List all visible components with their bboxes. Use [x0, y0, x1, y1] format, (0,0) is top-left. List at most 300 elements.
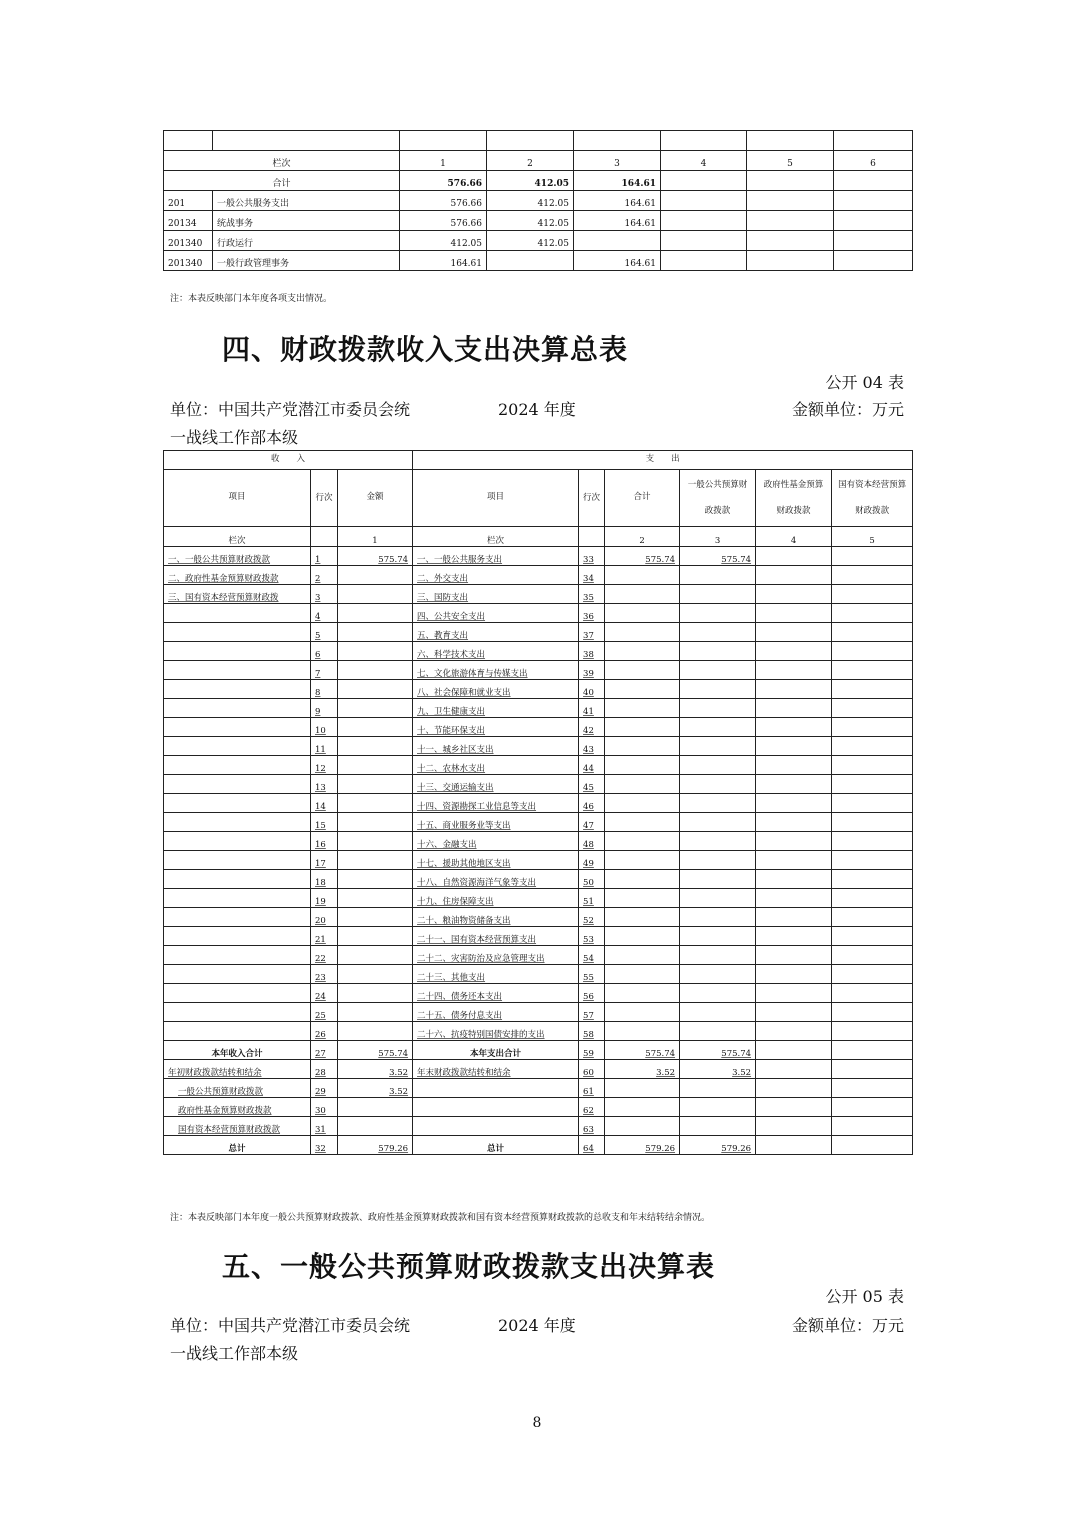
income-amount: [338, 851, 413, 870]
account-code: 201: [164, 191, 213, 211]
expense-line-no: 42: [579, 718, 605, 737]
expense-item: 十、节能环保支出: [413, 718, 579, 737]
expense-item: 二十二、灾害防治及应急管理支出: [413, 946, 579, 965]
expense-general-budget: 575.74: [680, 1041, 756, 1060]
expense-line-no: 58: [579, 1022, 605, 1041]
table-row: [164, 851, 913, 870]
amount-cell: [661, 211, 747, 231]
total-label: 合计: [164, 171, 400, 191]
table-row: [164, 870, 913, 889]
table-row: [164, 946, 913, 965]
expense-item: 十八、自然资源海洋气象等支出: [413, 870, 579, 889]
income-item: [164, 737, 311, 756]
expense-line-no: 38: [579, 642, 605, 661]
expense-gov-fund: [756, 1079, 832, 1098]
expense-total: [605, 604, 680, 623]
income-header: 收 入: [164, 451, 413, 470]
expense-general-budget: [680, 851, 756, 870]
expense-line-no: 41: [579, 699, 605, 718]
amount-cell: [834, 191, 913, 211]
expense-line-no: 55: [579, 965, 605, 984]
expense-general-budget: 579.26: [680, 1136, 756, 1155]
income-amount: [338, 718, 413, 737]
expense-total: [605, 1117, 680, 1136]
expense-general-budget: [680, 566, 756, 585]
table-row: [164, 1060, 913, 1079]
expense-state-capital: [832, 566, 913, 585]
expense-line-no: 33: [579, 547, 605, 566]
section4-note: 注：本表反映部门本年度一般公共预算财政拨款、政府性基金预算财政拨款和国有资本经营预算财政拨款的总收支和年末结转结余情况。: [170, 1213, 711, 1223]
income-amount: [338, 661, 413, 680]
expense-total: [605, 775, 680, 794]
expense-line-no: 37: [579, 623, 605, 642]
income-line-no: 23: [311, 965, 338, 984]
section5-unit-line1: 单位：中国共产党潜江市委员会统: [170, 1316, 411, 1335]
income-amount: [338, 1022, 413, 1041]
expense-state-capital: [832, 832, 913, 851]
expense-state-capital: [832, 794, 913, 813]
income-line-no: 25: [311, 1003, 338, 1022]
expense-line-no: 64: [579, 1136, 605, 1155]
income-item: [164, 908, 311, 927]
income-item: [164, 965, 311, 984]
account-name: 一般公共服务支出: [213, 191, 400, 211]
expense-general-budget: [680, 794, 756, 813]
section5-title: 五、一般公共预算财政拨款支出决算表: [222, 1250, 716, 1283]
income-amount: [338, 642, 413, 661]
expense-item: 十九、住房保障支出: [413, 889, 579, 908]
income-item: [164, 680, 311, 699]
expense-general-budget: [680, 699, 756, 718]
expense-gov-fund: [756, 1136, 832, 1155]
income-line-no: 32: [311, 1136, 338, 1155]
table-row: [164, 927, 913, 946]
expense-item: 本年支出合计: [413, 1041, 579, 1060]
expense-line-no: 44: [579, 756, 605, 775]
amount-cell: 164.61: [574, 191, 661, 211]
expense-line-no: 59: [579, 1041, 605, 1060]
expense-item: 十七、援助其他地区支出: [413, 851, 579, 870]
income-item: [164, 642, 311, 661]
income-line-no: 17: [311, 851, 338, 870]
expense-item: 二十六、抗疫特别国债安排的支出: [413, 1022, 579, 1041]
amount-cell: [747, 251, 834, 271]
expense-gov-fund: [756, 1003, 832, 1022]
account-name: 一般行政管理事务: [213, 251, 400, 271]
table3-note: 注：本表反映部门本年度各项支出情况。: [170, 294, 333, 304]
income-amount: [338, 699, 413, 718]
expense-item: 总计: [413, 1136, 579, 1155]
expense-item: [413, 1079, 579, 1098]
expense-state-capital: [832, 965, 913, 984]
expense-state-capital: [832, 908, 913, 927]
expense-state-capital: [832, 1136, 913, 1155]
expense-general-budget: [680, 1022, 756, 1041]
amount-cell: [747, 211, 834, 231]
expense-line-no: 61: [579, 1079, 605, 1098]
account-code: 201340: [164, 231, 213, 251]
column-number-row: 栏次 1 2 3 4 5 6: [164, 151, 913, 171]
income-line-no: 18: [311, 870, 338, 889]
section4-form-no: 公开 04 表: [825, 373, 904, 392]
expense-state-capital: [832, 927, 913, 946]
expense-item: 二十四、债务还本支出: [413, 984, 579, 1003]
expense-total: [605, 794, 680, 813]
income-item: [164, 1022, 311, 1041]
amount-cell: 412.05: [487, 211, 574, 231]
income-line-no: 1: [311, 547, 338, 566]
section4-unit-line2: 一战线工作部本级: [170, 428, 299, 447]
expense-total: 579.26: [605, 1136, 680, 1155]
expense-state-capital: [832, 851, 913, 870]
expense-general-budget: [680, 604, 756, 623]
income-line-no: 14: [311, 794, 338, 813]
expense-total: [605, 680, 680, 699]
income-amount: [338, 737, 413, 756]
section5-unit-line2: 一战线工作部本级: [170, 1344, 299, 1363]
amount-cell: [661, 231, 747, 251]
income-item: [164, 813, 311, 832]
expense-state-capital: [832, 1079, 913, 1098]
income-amount: [338, 604, 413, 623]
column-header-row: 项目 行次 金额 项目 行次 合计 一般公共预算财政拨款 政府性基金预算财政拨款 国有资本经营预算财政拨款: [164, 470, 913, 527]
table-row: [164, 908, 913, 927]
income-amount: [338, 680, 413, 699]
expense-line-no: 56: [579, 984, 605, 1003]
amount-cell: [747, 231, 834, 251]
expense-line-no: 54: [579, 946, 605, 965]
column-number-row: 栏次 1 栏次 2 3 4 5: [164, 527, 913, 547]
expense-general-budget: [680, 813, 756, 832]
table-row: [164, 813, 913, 832]
amount-cell: [487, 251, 574, 271]
income-line-no: 7: [311, 661, 338, 680]
income-amount: [338, 946, 413, 965]
income-amount: 575.74: [338, 1041, 413, 1060]
expense-item: 二、外交支出: [413, 566, 579, 585]
income-line-no: 29: [311, 1079, 338, 1098]
expense-total: [605, 756, 680, 775]
expense-line-no: 48: [579, 832, 605, 851]
table-row: [164, 965, 913, 984]
expense-state-capital: [832, 699, 913, 718]
expense-summary-table: [163, 130, 913, 271]
table-row: [164, 680, 913, 699]
expense-general-budget: [680, 832, 756, 851]
amount-cell: [834, 251, 913, 271]
expense-total: [605, 718, 680, 737]
income-line-no: 22: [311, 946, 338, 965]
table-row: [164, 642, 913, 661]
table-row: [164, 756, 913, 775]
page-number: 8: [532, 1415, 542, 1431]
expense-general-budget: [680, 642, 756, 661]
expense-general-budget: [680, 623, 756, 642]
expense-line-no: 49: [579, 851, 605, 870]
income-amount: [338, 623, 413, 642]
expense-general-budget: [680, 1003, 756, 1022]
income-item: [164, 1003, 311, 1022]
income-line-no: 2: [311, 566, 338, 585]
expense-general-budget: [680, 908, 756, 927]
income-item: [164, 832, 311, 851]
income-line-no: 26: [311, 1022, 338, 1041]
table-row: [164, 191, 913, 211]
income-item: [164, 718, 311, 737]
income-line-no: 27: [311, 1041, 338, 1060]
expense-line-no: 52: [579, 908, 605, 927]
expense-item: 九、卫生健康支出: [413, 699, 579, 718]
expense-total: [605, 1003, 680, 1022]
expense-total: [605, 832, 680, 851]
expense-item: 八、社会保障和就业支出: [413, 680, 579, 699]
table-row: [164, 251, 913, 271]
income-amount: [338, 908, 413, 927]
income-line-no: 5: [311, 623, 338, 642]
expense-general-budget: [680, 1098, 756, 1117]
expense-item: 十三、交通运输支出: [413, 775, 579, 794]
income-item: [164, 775, 311, 794]
table-row: [164, 889, 913, 908]
account-name: 行政运行: [213, 231, 400, 251]
expense-total: 575.74: [605, 1041, 680, 1060]
expense-item: 十六、金融支出: [413, 832, 579, 851]
amount-cell: [661, 251, 747, 271]
expense-item: 十一、城乡社区支出: [413, 737, 579, 756]
expense-line-no: 57: [579, 1003, 605, 1022]
expense-total: [605, 1079, 680, 1098]
income-line-no: 3: [311, 585, 338, 604]
expense-general-budget: [680, 946, 756, 965]
table-row: [164, 984, 913, 1003]
expense-general-budget: [680, 775, 756, 794]
expense-state-capital: [832, 775, 913, 794]
expense-gov-fund: [756, 642, 832, 661]
expense-general-budget: [680, 585, 756, 604]
income-amount: [338, 756, 413, 775]
table-row: [164, 566, 913, 585]
amount-cell: [747, 191, 834, 211]
income-amount: 3.52: [338, 1060, 413, 1079]
expense-gov-fund: [756, 585, 832, 604]
expense-general-budget: [680, 661, 756, 680]
expense-general-budget: [680, 1079, 756, 1098]
expense-state-capital: [832, 585, 913, 604]
expense-total: [605, 1098, 680, 1117]
amount-cell: 164.61: [400, 251, 487, 271]
expense-state-capital: [832, 680, 913, 699]
expense-line-no: 45: [579, 775, 605, 794]
expense-state-capital: [832, 889, 913, 908]
income-amount: 575.74: [338, 547, 413, 566]
income-item: [164, 604, 311, 623]
income-amount: [338, 1003, 413, 1022]
table-row: [164, 699, 913, 718]
income-line-no: 4: [311, 604, 338, 623]
account-code: 201340: [164, 251, 213, 271]
expense-gov-fund: [756, 566, 832, 585]
income-item: [164, 851, 311, 870]
blank-header-row: [164, 131, 913, 151]
amount-cell: [661, 191, 747, 211]
expense-state-capital: [832, 547, 913, 566]
amount-cell: 412.05: [400, 231, 487, 251]
expense-item: 二十、粮油物资储备支出: [413, 908, 579, 927]
amount-cell: [834, 231, 913, 251]
expense-gov-fund: [756, 984, 832, 1003]
expense-line-no: 62: [579, 1098, 605, 1117]
expense-gov-fund: [756, 661, 832, 680]
table-row: [164, 1022, 913, 1041]
income-amount: [338, 870, 413, 889]
fiscal-appropriation-table: [163, 450, 913, 1155]
income-line-no: 10: [311, 718, 338, 737]
expense-general-budget: 575.74: [680, 547, 756, 566]
table-row: [164, 623, 913, 642]
income-item: [164, 756, 311, 775]
expense-general-budget: [680, 965, 756, 984]
table-row: [164, 211, 913, 231]
expense-state-capital: [832, 813, 913, 832]
expense-line-no: 60: [579, 1060, 605, 1079]
expense-gov-fund: [756, 927, 832, 946]
expense-header: 支 出: [413, 451, 913, 470]
income-amount: 3.52: [338, 1079, 413, 1098]
table-row: [164, 1136, 913, 1155]
expense-item: [413, 1117, 579, 1136]
expense-total: [605, 566, 680, 585]
table-row: [164, 832, 913, 851]
expense-total: [605, 927, 680, 946]
section4-unit-line1: 单位：中国共产党潜江市委员会统: [170, 400, 411, 419]
expense-gov-fund: [756, 718, 832, 737]
expense-state-capital: [832, 946, 913, 965]
expense-gov-fund: [756, 680, 832, 699]
income-amount: [338, 813, 413, 832]
section5-currency: 金额单位：万元: [791, 1316, 904, 1335]
table-row: [164, 794, 913, 813]
income-item: [164, 699, 311, 718]
table-row: [164, 547, 913, 566]
expense-general-budget: [680, 1117, 756, 1136]
expense-total: [605, 965, 680, 984]
expense-total: [605, 699, 680, 718]
expense-gov-fund: [756, 813, 832, 832]
expense-total: 575.74: [605, 547, 680, 566]
expense-gov-fund: [756, 1060, 832, 1079]
expense-general-budget: [680, 737, 756, 756]
expense-general-budget: [680, 756, 756, 775]
amount-cell: 576.66: [400, 211, 487, 231]
expense-item: 十四、资源勘探工业信息等支出: [413, 794, 579, 813]
income-line-no: 28: [311, 1060, 338, 1079]
amount-cell: [834, 211, 913, 231]
income-amount: [338, 1098, 413, 1117]
account-code: 20134: [164, 211, 213, 231]
expense-gov-fund: [756, 699, 832, 718]
expense-item: 二十一、国有资本经营预算支出: [413, 927, 579, 946]
expense-line-no: 40: [579, 680, 605, 699]
column-number-label: 栏次: [164, 151, 400, 171]
expense-total: [605, 642, 680, 661]
income-line-no: 12: [311, 756, 338, 775]
section-header-row: [164, 451, 913, 470]
income-line-no: 9: [311, 699, 338, 718]
income-line-no: 13: [311, 775, 338, 794]
amount-cell: 164.61: [574, 251, 661, 271]
income-amount: [338, 889, 413, 908]
expense-state-capital: [832, 1098, 913, 1117]
expense-state-capital: [832, 737, 913, 756]
expense-line-no: 63: [579, 1117, 605, 1136]
section5-form-no: 公开 05 表: [825, 1287, 904, 1306]
account-name: 统战事务: [213, 211, 400, 231]
table-row: [164, 737, 913, 756]
income-line-no: 19: [311, 889, 338, 908]
expense-state-capital: [832, 1003, 913, 1022]
income-line-no: 8: [311, 680, 338, 699]
expense-total: [605, 585, 680, 604]
expense-total: [605, 737, 680, 756]
expense-line-no: 47: [579, 813, 605, 832]
expense-line-no: 39: [579, 661, 605, 680]
income-item: 本年收入合计: [164, 1041, 311, 1060]
income-item: 三、国有资本经营预算财政拨: [164, 585, 311, 604]
amount-cell: 164.61: [574, 211, 661, 231]
table-row: [164, 1079, 913, 1098]
expense-general-budget: 3.52: [680, 1060, 756, 1079]
total-row: 合计 576.66 412.05 164.61: [164, 171, 913, 191]
expense-total: [605, 870, 680, 889]
income-item: [164, 794, 311, 813]
expense-gov-fund: [756, 870, 832, 889]
income-item: [164, 661, 311, 680]
income-line-no: 20: [311, 908, 338, 927]
income-item: 一般公共预算财政拨款: [164, 1079, 311, 1098]
expense-line-no: 43: [579, 737, 605, 756]
table-row: [164, 1098, 913, 1117]
expense-item: 年末财政拨款结转和结余: [413, 1060, 579, 1079]
expense-gov-fund: [756, 1041, 832, 1060]
expense-total: [605, 851, 680, 870]
expense-total: [605, 623, 680, 642]
amount-cell: 412.05: [487, 191, 574, 211]
expense-total: [605, 908, 680, 927]
income-line-no: 16: [311, 832, 338, 851]
income-line-no: 31: [311, 1117, 338, 1136]
expense-gov-fund: [756, 604, 832, 623]
expense-state-capital: [832, 1022, 913, 1041]
section5-year: 2024 年度: [498, 1316, 576, 1335]
expense-total: [605, 889, 680, 908]
expense-gov-fund: [756, 794, 832, 813]
income-amount: [338, 927, 413, 946]
expense-state-capital: [832, 623, 913, 642]
expense-gov-fund: [756, 756, 832, 775]
income-amount: [338, 965, 413, 984]
expense-gov-fund: [756, 946, 832, 965]
expense-gov-fund: [756, 832, 832, 851]
expense-total: [605, 813, 680, 832]
expense-total: [605, 984, 680, 1003]
expense-total: [605, 946, 680, 965]
expense-item: 二十五、债务付息支出: [413, 1003, 579, 1022]
expense-gov-fund: [756, 908, 832, 927]
table-row: [164, 661, 913, 680]
expense-total: [605, 661, 680, 680]
expense-general-budget: [680, 680, 756, 699]
expense-gov-fund: [756, 1117, 832, 1136]
